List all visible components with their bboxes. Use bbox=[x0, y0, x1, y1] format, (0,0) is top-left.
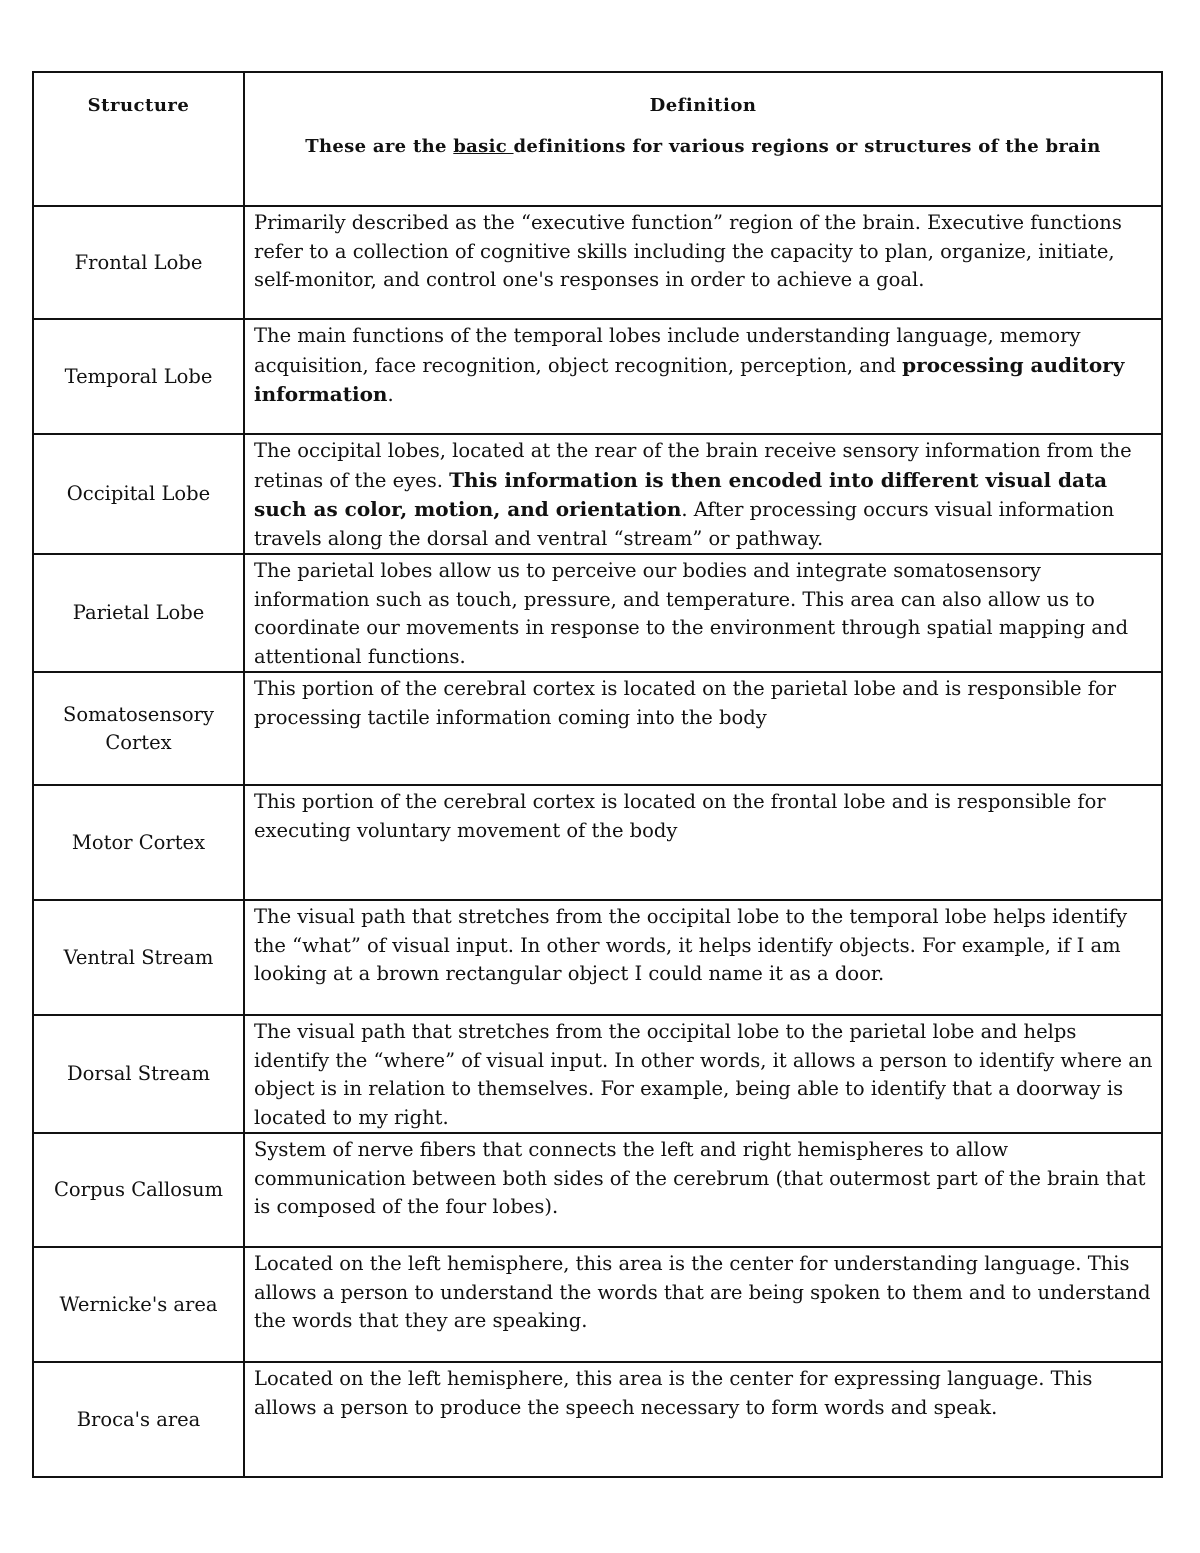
emphasis-text: This information is then encoded into different visual data such as color, motion, and orientation bbox=[254, 467, 1108, 521]
header-row bbox=[33, 72, 1162, 206]
table-row bbox=[33, 434, 1162, 554]
table-row bbox=[33, 785, 1162, 900]
structure-column-header: Structure bbox=[33, 72, 244, 206]
structure-definition: The parietal lobes allow us to perceive our bodies and integrate somatosensory information such as touch, pressure, and temperature. This area can also allow us to coordinate our movements in response to the environment through spatial mapping and attentional functions. bbox=[244, 554, 1162, 672]
table-row bbox=[33, 900, 1162, 1015]
structure-definition: Located on the left hemisphere, this area is the center for understanding language. This allows a person to understand the words that are being spoken to them and to understand the words that they are speaking. bbox=[244, 1247, 1162, 1362]
structure-name: Parietal Lobe bbox=[33, 554, 244, 672]
structure-definition: The visual path that stretches from the occipital lobe to the parietal lobe and helps identify the “where” of visual input. In other words, it allows a person to identify where an object is in relation to themselves. For example, being able to identify that a doorway is located to my right. bbox=[244, 1015, 1162, 1133]
structure-definition: This portion of the cerebral cortex is located on the frontal lobe and is responsible for executing voluntary movement of the body bbox=[244, 785, 1162, 900]
structure-name: Broca's area bbox=[33, 1362, 244, 1477]
structure-definition: Primarily described as the “executive function” region of the brain. Executive functions refer to a collection of cognitive skills including the capacity to plan, organize, initiate, self-monitor, and control one's responses in order to achieve a goal. bbox=[244, 206, 1162, 319]
structure-definition: This portion of the cerebral cortex is located on the parietal lobe and is responsible for processing tactile information coming into the body bbox=[244, 672, 1162, 785]
basic-underlined-word: basic bbox=[453, 136, 514, 157]
structure-name: Dorsal Stream bbox=[33, 1015, 244, 1133]
structure-definition: Located on the left hemisphere, this area is the center for expressing language. This allows a person to produce the speech necessary to form words and speak. bbox=[244, 1362, 1162, 1477]
brain-structures-table bbox=[32, 71, 1163, 1478]
structure-definition: The occipital lobes, located at the rear of the brain receive sensory information from the retinas of the eyes. This information is then encoded into different visual data such as color, motion, and orientation. After processing occurs visual information travels along the dorsal and ventral “stream” or pathway. bbox=[244, 434, 1162, 554]
table-row bbox=[33, 672, 1162, 785]
structure-definition: System of nerve fibers that connects the left and right hemispheres to allow communication between both sides of the cerebrum (that outermost part of the brain that is composed of the four lobes). bbox=[244, 1133, 1162, 1247]
definition-header-title: Definition bbox=[649, 95, 757, 116]
structure-definition: The main functions of the temporal lobes include understanding language, memory acquisition, face recognition, object recognition, perception, and processing auditory information. bbox=[244, 319, 1162, 434]
emphasis-text: processing auditory information bbox=[254, 352, 1125, 406]
table-row bbox=[33, 319, 1162, 434]
structure-name: Somatosensory Cortex bbox=[33, 672, 244, 785]
structure-name: Ventral Stream bbox=[33, 900, 244, 1015]
table-row bbox=[33, 206, 1162, 319]
table-row bbox=[33, 1133, 1162, 1247]
table-row bbox=[33, 554, 1162, 672]
structure-name: Wernicke's area bbox=[33, 1247, 244, 1362]
table-row bbox=[33, 1015, 1162, 1133]
table-row bbox=[33, 1362, 1162, 1477]
structure-definition: The visual path that stretches from the occipital lobe to the temporal lobe helps identify the “what” of visual input. In other words, it helps identify objects. For example, if I am looking at a brown rectangular object I could name it as a door. bbox=[244, 900, 1162, 1015]
structure-name: Frontal Lobe bbox=[33, 206, 244, 319]
table-row bbox=[33, 1247, 1162, 1362]
definition-header-subtitle: These are the basic definitions for various regions or structures of the brain bbox=[305, 136, 1101, 157]
structure-name: Occipital Lobe bbox=[33, 434, 244, 554]
structure-name: Temporal Lobe bbox=[33, 319, 244, 434]
structure-name: Motor Cortex bbox=[33, 785, 244, 900]
definition-column-header bbox=[244, 72, 1162, 206]
structure-name: Corpus Callosum bbox=[33, 1133, 244, 1247]
